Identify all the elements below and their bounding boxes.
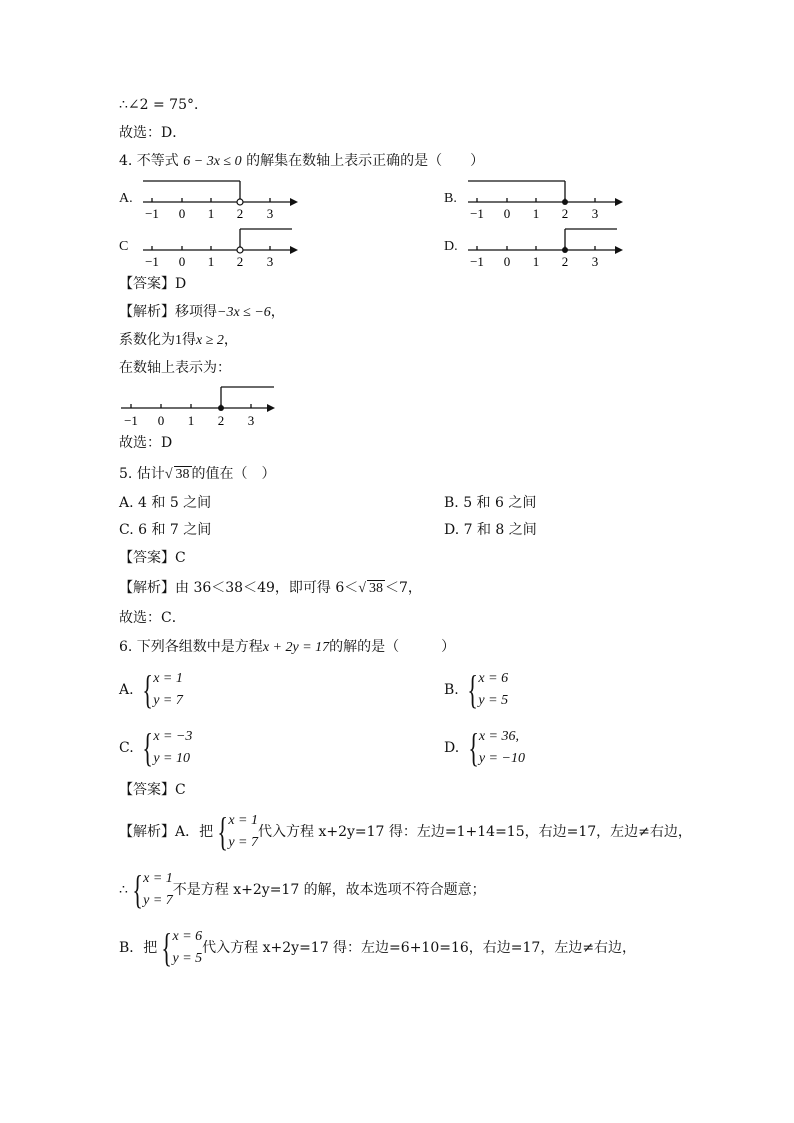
analysis-expression: x ≥ 2: [196, 333, 224, 348]
analysis-4-step2: [119, 330, 238, 351]
tick-label: 3: [266, 254, 274, 269]
tick-label: 3: [591, 206, 599, 221]
system-row: y = 10: [153, 751, 190, 766]
q4-suffix: 的解集在数轴上表示正确的是（ ）: [246, 153, 485, 169]
analysis-5: [119, 578, 422, 599]
q6-option-d: D. { x = 36, y = −10: [444, 725, 525, 770]
tick-label: 3: [591, 254, 599, 269]
q5-option-c: C. 6 和 7 之间: [119, 522, 212, 538]
tick-label: 1: [207, 254, 215, 269]
answer-5: 【答案】C: [119, 550, 186, 566]
system-row: y = 7: [228, 835, 258, 850]
choice-d-line: 故选：D．: [119, 125, 187, 141]
tick-label: 2: [217, 413, 225, 428]
analysis-4-step1: [119, 302, 285, 323]
system-row: x = 36,: [478, 729, 520, 744]
q6-option-a: A. { x = 1 y = 7: [119, 667, 183, 712]
analysis-text: 不是方程 x+2y=17 的解，故本选项不符合题意；: [172, 882, 486, 898]
analysis-text: 代入方程 x+2y=17 得：左边=6+10=16，右边=17，左边≠右边，: [202, 940, 637, 956]
analysis-6-a-conclusion: ∴ { x = 1 y = 7 不是方程 x+2y=17 的解，故本选项不符合题意；: [119, 867, 486, 912]
system-row: y = 5: [172, 951, 203, 966]
tick-label: 2: [236, 254, 244, 269]
tick-label: 0: [157, 413, 165, 428]
tick-label: 2: [561, 254, 569, 269]
q4-option-b-label: B.: [444, 191, 457, 206]
q5-suffix: 的值在（ ）: [191, 466, 276, 482]
tick-label: 3: [247, 413, 255, 428]
analysis-text: ，: [223, 332, 238, 348]
system-row: x = 1: [143, 871, 173, 886]
number-line-d: [465, 226, 625, 268]
q6-expression: x + 2y = 17: [262, 640, 330, 655]
number-line-b: [465, 178, 625, 220]
tick-label: −1: [470, 206, 484, 221]
answer-4: 【答案】D: [119, 276, 187, 292]
q4-option-a-label: A.: [119, 191, 133, 206]
number-line-c: [140, 226, 300, 268]
option-label: D.: [444, 740, 460, 756]
analysis-text: ，: [270, 304, 285, 320]
system-row: x = −3: [153, 729, 193, 744]
tick-label: −1: [470, 254, 484, 269]
system-row: x = 1: [153, 671, 183, 686]
question-5: [119, 464, 276, 485]
conclusion-angle: ∴∠2 = 75°．: [119, 97, 208, 113]
tick-label: 3: [266, 206, 274, 221]
tick-label: −1: [124, 413, 138, 428]
option-label: C.: [119, 740, 134, 756]
q5-prefix: 5. 估计: [119, 466, 165, 482]
system-row: y = 7: [143, 893, 173, 908]
q5-option-d: D. 7 和 8 之间: [444, 522, 537, 538]
analysis-text: 【解析】移项得: [119, 304, 217, 320]
option-label: B.: [444, 682, 459, 698]
q6-suffix: 的解的是（ ）: [329, 639, 456, 655]
tick-label: −1: [145, 254, 159, 269]
q4-prefix: 4. 不等式: [119, 153, 179, 169]
analysis-expression: −3x ≤ −6: [217, 305, 271, 320]
tick-label: 0: [178, 206, 186, 221]
q6-option-c: C. { x = −3 y = 10: [119, 725, 193, 770]
analysis-radicand: 38: [368, 581, 383, 596]
question-6: [119, 637, 455, 658]
tick-label: 2: [561, 206, 569, 221]
option-label: A.: [119, 682, 134, 698]
tick-label: 0: [503, 206, 511, 221]
tick-label: 1: [532, 206, 540, 221]
tick-label: 1: [187, 413, 195, 428]
analysis-text: 代入方程 x+2y=17 得：左边=1+14=15，右边=17，左边≠右边，: [258, 824, 692, 840]
analysis-text: B．把: [119, 940, 158, 956]
tick-label: −1: [145, 206, 159, 221]
tick-label: 0: [503, 254, 511, 269]
q5-radicand: 38: [175, 467, 190, 482]
question-4: [119, 151, 484, 172]
analysis-text: 【解析】A．把: [119, 824, 214, 840]
solution-number-line: [119, 384, 284, 428]
analysis-4-choice: 故选：D: [119, 435, 173, 451]
q6-prefix: 6. 下列各组数中是方程: [119, 639, 263, 655]
system-row: y = 7: [153, 693, 183, 708]
analysis-text: ∴: [119, 882, 128, 898]
number-line-a: [140, 178, 300, 220]
answer-6: 【答案】C: [119, 782, 186, 798]
q5-option-b: B. 5 和 6 之间: [444, 495, 537, 511]
tick-label: 1: [532, 254, 540, 269]
q6-option-b: B. { x = 6 y = 5: [444, 667, 509, 712]
analysis-4-step3: 在数轴上表示为：: [119, 360, 231, 376]
tick-label: 2: [236, 206, 244, 221]
analysis-number: 1: [175, 333, 182, 348]
system-row: x = 6: [478, 671, 509, 686]
analysis-5-choice: 故选：C．: [119, 610, 186, 626]
analysis-text: 系数化为: [119, 332, 175, 348]
analysis-text: ＜7，: [384, 580, 422, 596]
system-row: y = −10: [478, 751, 525, 766]
analysis-text: 【解析】由 36＜38＜49，即可得 6＜: [119, 580, 359, 596]
q5-option-a: A. 4 和 5 之间: [119, 495, 212, 511]
q4-option-c-label: C: [119, 239, 129, 254]
q4-option-d-label: D.: [444, 239, 458, 254]
system-row: y = 5: [478, 693, 509, 708]
sqrt-icon: √: [164, 467, 173, 482]
tick-label: 0: [178, 254, 186, 269]
analysis-text: 得: [182, 332, 196, 348]
system-row: x = 6: [172, 929, 203, 944]
system-row: x = 1: [228, 813, 258, 828]
analysis-6-b: B．把 { x = 6 y = 5 代入方程 x+2y=17 得：左边=6+10=16，右边=17，左边≠右边，: [119, 925, 637, 970]
sqrt-icon: √: [358, 581, 366, 596]
tick-label: 1: [207, 206, 215, 221]
analysis-6-a: 【解析】A．把 { x = 1 y = 7 代入方程 x+2y=17 得：左边=1+14=15，右边=17，左边≠右边，: [119, 809, 692, 854]
q4-expression: 6 − 3x ≤ 0: [183, 154, 242, 169]
